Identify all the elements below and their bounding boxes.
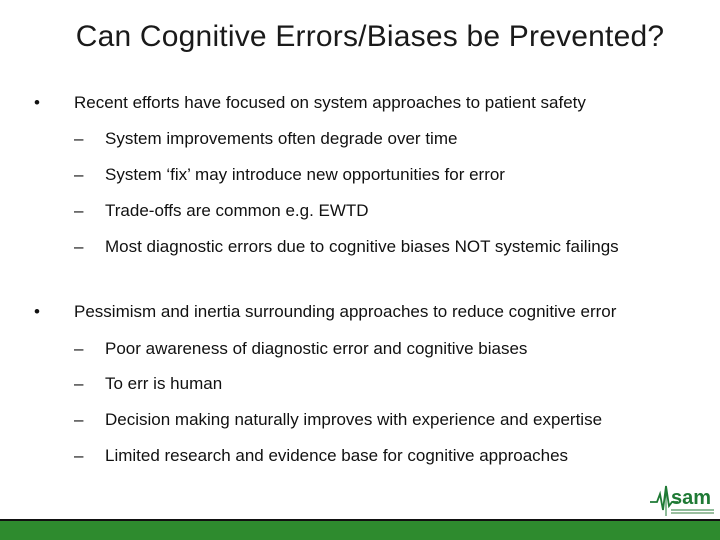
bullet-text: Pessimism and inertia surrounding approaches to reduce cognitive error: [74, 302, 617, 321]
dash-marker: –: [74, 129, 84, 148]
dash-marker: –: [74, 410, 84, 429]
sub-bullet-text: To err is human: [105, 374, 223, 393]
dash-marker: –: [74, 374, 84, 393]
bullet-marker: •: [34, 93, 40, 112]
bullet-text: Recent efforts have focused on system approaches to patient safety: [74, 93, 586, 112]
dash-marker: –: [74, 165, 84, 184]
sub-bullet-item: [74, 165, 505, 185]
sub-bullet-text: Poor awareness of diagnostic error and cognitive biases: [105, 339, 528, 358]
sub-bullet-item: [74, 201, 369, 221]
sub-bullet-text: System improvements often degrade over time: [105, 129, 458, 148]
sub-bullet-item: [74, 339, 527, 359]
bullet-marker: •: [34, 302, 40, 321]
sam-logo: [648, 480, 716, 518]
sub-bullet-text: Limited research and evidence base for cognitive approaches: [105, 446, 569, 465]
dash-marker: –: [74, 201, 84, 220]
sub-bullet-item: [74, 129, 457, 149]
sub-bullet-text: Most diagnostic errors due to cognitive biases NOT systemic failings: [105, 237, 619, 256]
logo-tagline: [671, 512, 714, 514]
sub-bullet-item: [74, 446, 568, 466]
sub-bullet-text: Trade-offs are common e.g. EWTD: [105, 201, 369, 220]
sub-bullet-item: [74, 410, 602, 430]
sub-bullet-item: [74, 374, 222, 394]
heartbeat-logo-icon: [648, 480, 716, 518]
bullet-item: [30, 302, 616, 322]
slide-title: Can Cognitive Errors/Biases be Prevented?: [75, 20, 665, 53]
footer-bar: [0, 519, 720, 540]
dash-marker: –: [74, 339, 84, 358]
sub-bullet-item: [74, 237, 619, 257]
sub-bullet-text: Decision making naturally improves with experience and expertise: [105, 410, 603, 429]
sub-bullet-text: System ‘fix’ may introduce new opportunities for error: [105, 165, 505, 184]
logo-wordmark: sam: [671, 487, 712, 509]
bullet-item: [30, 93, 586, 113]
dash-marker: –: [74, 446, 84, 465]
dash-marker: –: [74, 237, 84, 256]
